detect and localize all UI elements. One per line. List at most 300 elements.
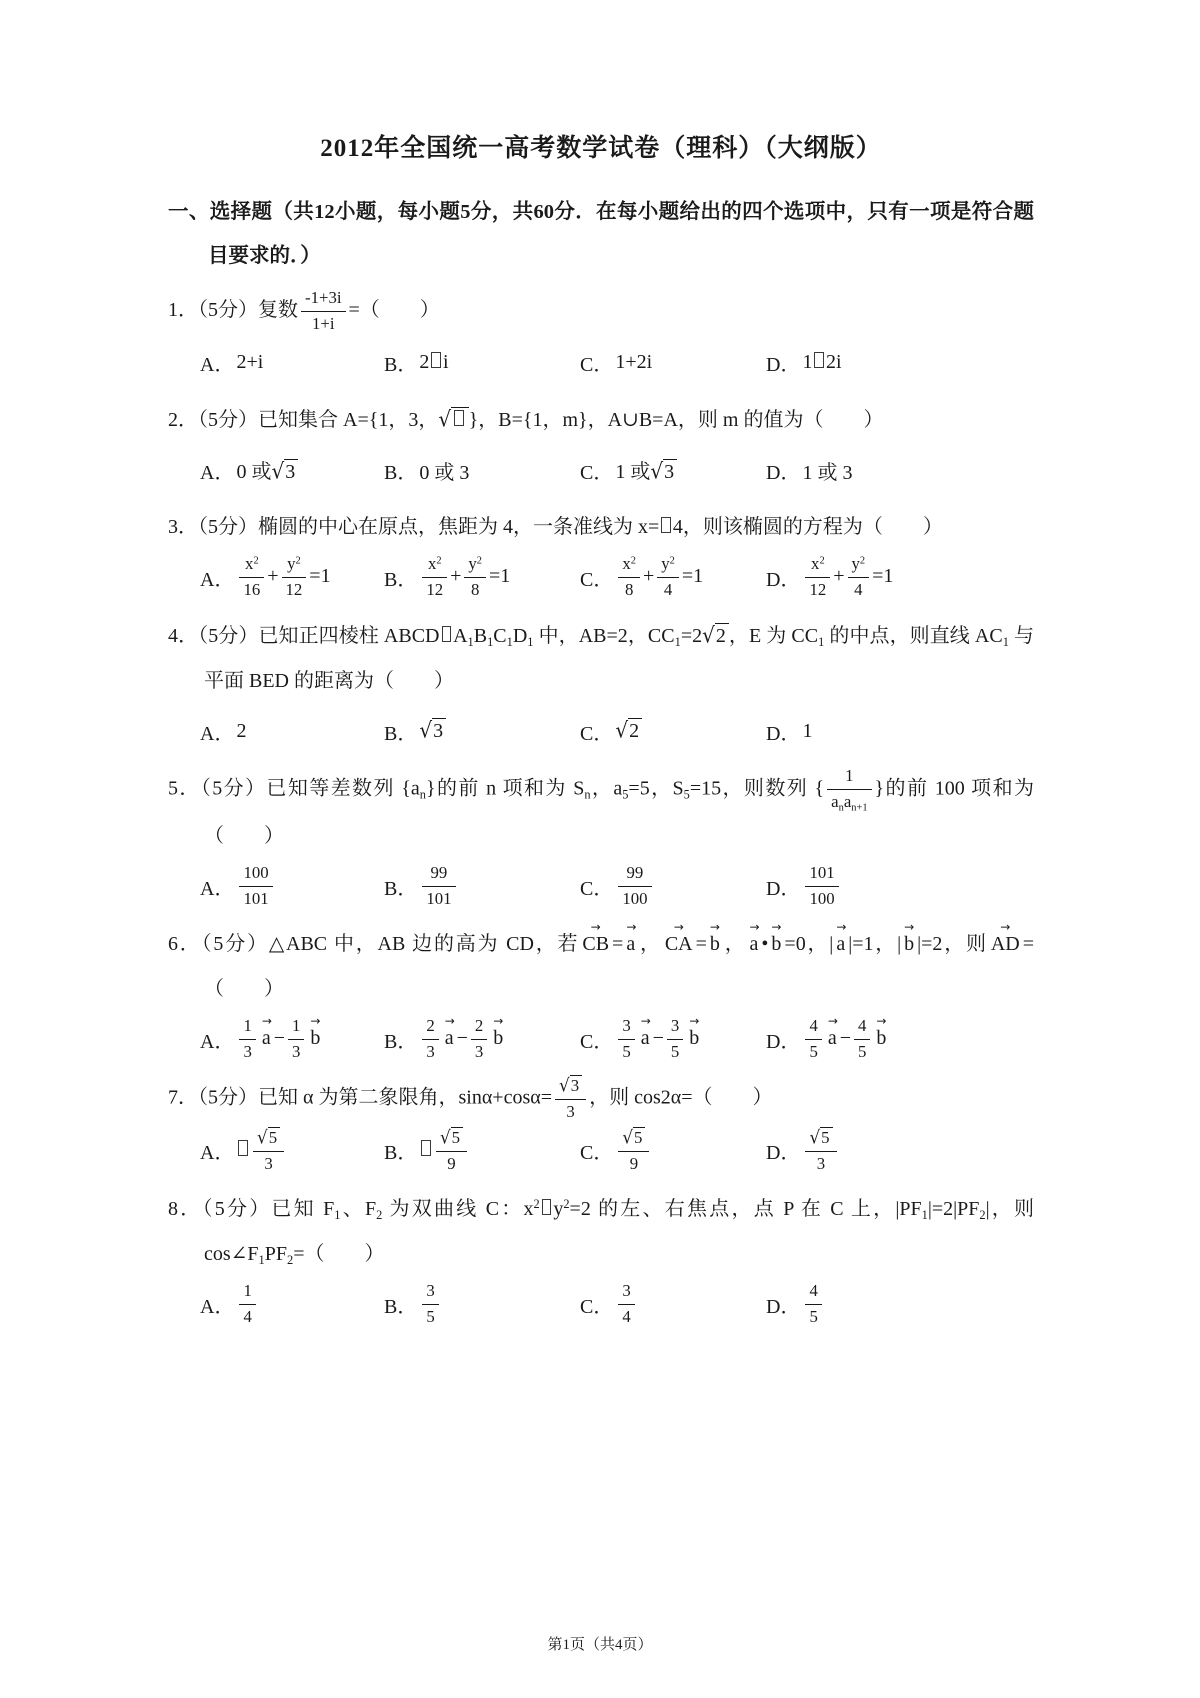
option-content: 1 [802, 719, 813, 742]
fraction-denominator: 5 [426, 1306, 435, 1326]
fraction-numerator: 3 [667, 1016, 683, 1040]
vector: a → [626, 932, 635, 956]
fraction-numerator: $y^2$ [657, 554, 679, 578]
vector: b → [904, 932, 914, 956]
sqrt-expression [438, 397, 468, 443]
page-footer: 第1页（共4页） [547, 1637, 653, 1653]
sqrt-expression [702, 613, 729, 659]
missing-glyph-box [661, 517, 671, 533]
fraction-denominator: 100 [622, 888, 648, 908]
option-label: D． [766, 461, 801, 484]
radical-sign-icon: √ [559, 1073, 570, 1096]
radical-sign-icon: √ [809, 1125, 821, 1148]
options-row [168, 1016, 1034, 1063]
option-label: D． [766, 353, 801, 376]
question-stem: 6．（5分）△ABC 中，AB 边的高为 CD，若 CB → = a → ， CA → = b → ， a → • b → =0，| a → |=1，| b → |=2，则 AD → =（ ） [168, 922, 1034, 1012]
question-item [168, 288, 1034, 385]
fraction-numerator: 4 [854, 1016, 870, 1040]
page-title: 2012年全国统一高考数学试卷（理科）（大纲版） [320, 135, 882, 162]
option-label: B． [384, 722, 418, 745]
fraction-denominator: 4 [663, 580, 673, 600]
fraction-numerator: -1+3i [301, 288, 346, 312]
option-label: B． [384, 1295, 418, 1318]
fraction-numerator [805, 1127, 836, 1152]
options-row [168, 554, 1034, 601]
fraction-denominator: 5 [809, 1041, 818, 1061]
option-content [615, 1127, 652, 1175]
option-content: $\frac{x^2}{12}$ + $\frac{y^2}{4}$ =1 [802, 554, 893, 601]
missing-glyph-box [238, 1140, 248, 1156]
fraction [288, 1016, 304, 1063]
subscript: n [838, 802, 844, 814]
subscript: 1 [506, 635, 513, 650]
vector: a → [828, 1026, 837, 1050]
fraction [618, 554, 640, 601]
superscript: 2 [859, 555, 866, 567]
subscript: n+1 [851, 802, 868, 814]
option [766, 1281, 1034, 1328]
question-item [168, 1075, 1034, 1175]
fraction-numerator [618, 1127, 649, 1152]
fraction-denominator: 3 [474, 1041, 484, 1061]
option-label: A． [200, 461, 235, 484]
option-label: A． [200, 1295, 235, 1318]
fraction [618, 1281, 634, 1328]
fraction-numerator: $x^2$ [618, 554, 640, 578]
subscript: 5 [622, 787, 629, 802]
fraction-denominator: 5 [809, 1306, 818, 1326]
subscript: n [584, 787, 591, 802]
option [766, 554, 1034, 601]
missing-glyph-box [431, 352, 441, 368]
fraction-numerator: 100 [239, 863, 272, 887]
fraction-numerator: 3 [618, 1281, 634, 1305]
superscript: 2 [476, 555, 482, 567]
option [384, 1016, 580, 1063]
option-content: 1 或 3 [802, 461, 853, 484]
option-content: $\frac{x^2}{16}$ + $\frac{y^2}{12}$ =1 [236, 554, 330, 601]
option-label: D． [766, 1295, 801, 1318]
option-label: C． [580, 1030, 614, 1053]
fraction-denominator: 101 [243, 888, 269, 908]
fraction-numerator: $y^2$ [282, 554, 307, 578]
option [766, 863, 1034, 910]
option-label: B． [384, 1142, 418, 1165]
vector: a → [750, 932, 759, 956]
options-row [168, 1281, 1034, 1328]
fraction-numerator: 3 [422, 1281, 438, 1305]
fraction [422, 863, 455, 910]
fraction-denominator: 12 [426, 580, 444, 600]
missing-glyph-box [454, 410, 464, 426]
question-stem: 7．（5分）已知 α 为第二象限角，sinα+cosα= $\frac{√3}{3}$ ，则 cos2α=（ ） [168, 1073, 773, 1121]
fraction-numerator: $x^2$ [805, 554, 830, 578]
vector: CB → [582, 932, 609, 956]
question-stem: 3．（5分）椭圆的中心在原点，焦距为 4，一条准线为 x= 4，则该椭圆的方程为（ ） [168, 516, 943, 539]
radicand: 3 [284, 459, 298, 485]
fraction [239, 554, 264, 601]
fraction-denominator: $a_na_{n+1}$ [831, 792, 868, 814]
radical-sign-icon: √ [257, 1125, 268, 1148]
option [580, 717, 766, 746]
option [580, 1016, 766, 1063]
fraction-denominator: 8 [471, 580, 480, 600]
option-content [802, 1281, 824, 1328]
question-stem: 2．（5分）已知集合 A={1，3，√ }，B={1，m}，A∪B=A，则 m 的值为（ ） [168, 397, 1034, 443]
option-content [615, 863, 654, 910]
fraction [555, 1075, 586, 1123]
option-content: 0 或 3 [419, 461, 470, 484]
option-label: D． [766, 1030, 801, 1053]
fraction-denominator: 3 [426, 1041, 435, 1061]
radicand: 5 [451, 1127, 463, 1149]
radical-sign-icon: √ [650, 458, 664, 485]
missing-glyph-box [421, 1140, 431, 1156]
fraction [301, 288, 346, 335]
fraction-denominator: 8 [624, 580, 634, 600]
fraction [805, 1127, 836, 1175]
option [766, 1016, 1034, 1063]
question-item [168, 505, 1034, 601]
superscript: 2 [563, 1196, 570, 1211]
fraction-denominator: 5 [858, 1041, 867, 1061]
fraction [239, 863, 272, 910]
fraction-numerator: 1 [288, 1016, 304, 1040]
subscript: 1 [334, 1207, 341, 1222]
radicand: 5 [633, 1127, 645, 1149]
question-item [168, 766, 1034, 910]
fraction [422, 554, 447, 601]
fraction-denominator: 5 [670, 1041, 680, 1061]
option-label: D． [766, 569, 801, 592]
fraction-denominator: 3 [816, 1153, 826, 1173]
option-content: $\frac{x^2}{8}$ + $\frac{y^2}{4}$ =1 [615, 554, 703, 601]
vector: b → [689, 1026, 699, 1050]
superscript: 2 [819, 555, 825, 567]
fraction-denominator: 12 [809, 580, 827, 600]
options-row [168, 1127, 1034, 1175]
option [766, 348, 1034, 377]
fraction-denominator: 16 [243, 580, 261, 600]
question-number: 4． [168, 625, 199, 648]
option-content [615, 718, 642, 744]
subscript: 2 [376, 1207, 383, 1222]
sqrt-expression [622, 1127, 645, 1149]
option [766, 456, 1034, 485]
fraction [282, 554, 307, 601]
fraction-denominator: 101 [426, 888, 452, 908]
fraction [805, 1281, 821, 1328]
fraction-denominator: 5 [622, 1041, 631, 1061]
radical-sign-icon: √ [419, 717, 433, 744]
fraction-denominator: 4 [854, 580, 863, 600]
option-label: C． [580, 877, 614, 900]
fraction-numerator: $y^2$ [848, 554, 870, 578]
option-label: D． [766, 1142, 801, 1165]
question-item [168, 922, 1034, 1063]
radical-sign-icon: √ [438, 406, 452, 433]
subscript: 5 [683, 787, 690, 802]
sqrt-expression [257, 1127, 280, 1149]
radical-sign-icon: √ [271, 458, 285, 485]
fraction [422, 1016, 438, 1063]
fraction-numerator [555, 1075, 586, 1100]
fraction-numerator: 4 [805, 1016, 821, 1040]
fraction [618, 1016, 634, 1063]
option-label: B． [384, 353, 418, 376]
option-content [236, 863, 275, 910]
option-label: C． [580, 353, 614, 376]
option-label: C． [580, 569, 614, 592]
fraction-denominator: 1+i [311, 314, 335, 334]
question-number: 5． [168, 777, 201, 800]
radical-sign-icon: √ [622, 1125, 634, 1148]
options-row [168, 447, 1034, 493]
option-label: B． [384, 877, 418, 900]
subscript: 1 [674, 635, 681, 650]
superscript: 2 [630, 555, 636, 567]
option [580, 863, 766, 910]
fraction-numerator: 101 [805, 863, 838, 887]
vector: a → [445, 1026, 454, 1050]
fraction-numerator: 3 [618, 1016, 634, 1040]
fraction [827, 766, 871, 814]
superscript: 2 [436, 555, 442, 567]
option-label: A． [200, 722, 235, 745]
options-row [168, 708, 1034, 754]
option-label: A． [200, 353, 235, 376]
fraction-numerator [253, 1127, 284, 1152]
question-number: 7． [168, 1086, 198, 1109]
fraction-numerator: 99 [422, 863, 455, 887]
option [200, 554, 384, 601]
fraction-denominator: 3 [292, 1041, 301, 1061]
question-item [168, 397, 1034, 493]
radicand: 5 [820, 1127, 832, 1149]
option-label: C． [580, 722, 614, 745]
option-content [419, 718, 446, 744]
radicand: 3 [432, 718, 446, 744]
vector: b → [310, 1026, 320, 1050]
radicand: 3 [663, 459, 677, 485]
option [766, 1127, 1034, 1175]
vector: a → [262, 1026, 271, 1050]
subscript: 1 [1002, 635, 1009, 650]
option-label: C． [580, 1142, 614, 1165]
option [580, 1127, 766, 1175]
option-content [802, 1127, 839, 1175]
options-row [168, 863, 1034, 910]
question-number: 1． [168, 299, 198, 322]
fraction [253, 1127, 284, 1175]
option-content: $\frac{4}{5}$ a → − $\frac{4}{5}$ b → [802, 1016, 889, 1063]
option [384, 717, 580, 746]
option [384, 348, 580, 377]
superscript: 2 [253, 555, 259, 567]
question-stem: 4．（5分）已知正四棱柱 ABCD $A_1B_1C_1D_1$ 中，AB=2，$CC_1=2√2$ ，E 为 $CC_1$ 的中点，则直线 $AC_1$ 与平面 BED 的距离为（ ） [168, 613, 1034, 704]
option [580, 455, 766, 485]
fraction-denominator: 3 [264, 1153, 273, 1173]
fraction-numerator: 2 [422, 1016, 438, 1040]
radical-sign-icon: √ [615, 717, 629, 744]
option-label: C． [580, 461, 614, 484]
option-label: B． [384, 1030, 418, 1053]
option-content: $\frac{1}{3}$ a → − $\frac{1}{3}$ b → [236, 1016, 323, 1063]
fraction [805, 554, 830, 601]
fraction-numerator: 99 [618, 863, 651, 887]
option [200, 1281, 384, 1328]
option-content [419, 863, 458, 910]
superscript: 2 [669, 555, 675, 567]
option-label: B． [384, 569, 418, 592]
fraction-denominator: 4 [243, 1306, 252, 1326]
radicand: 3 [570, 1075, 582, 1097]
option-label: C． [580, 1295, 614, 1318]
question-item [168, 1187, 1034, 1328]
option-label: A． [200, 877, 235, 900]
option [200, 455, 384, 485]
option [580, 1281, 766, 1328]
option-content [236, 1281, 258, 1328]
question-stem: 5．（5分）已知等差数列 $\{a_n\}$的前 n 项和为 $S_n$，$a_5=5$，$S_5=15$，则数列 { $\frac{1}{a_na_{n+1}}$ }的前 100 项和为（ ） [168, 766, 1034, 847]
sqrt-expression [650, 459, 677, 485]
option-content [236, 1127, 287, 1175]
radicand: 5 [268, 1127, 280, 1149]
fraction [436, 1127, 467, 1175]
option-content [419, 1281, 441, 1328]
fraction [805, 863, 838, 910]
option-content: 2 i [419, 350, 449, 373]
questions [168, 288, 1034, 1328]
option-content: 2+i [236, 350, 264, 373]
option-content: 1 或√3 [615, 455, 677, 485]
radicand: 2 [628, 718, 642, 744]
subscript: 1 [921, 1207, 928, 1222]
option-content: 2 [236, 719, 247, 742]
vector: AD → [991, 932, 1020, 956]
option-label: D． [766, 877, 801, 900]
fraction [618, 863, 651, 910]
sqrt-expression [559, 1075, 582, 1097]
section-header: 一、选择题（共12小题，每小题5分，共60分．在每小题给出的四个选项中，只有一项是符合题目要求的．） [168, 201, 1034, 268]
superscript: 2 [295, 555, 301, 567]
option-label: A． [200, 1142, 235, 1165]
fraction-numerator: 1 [239, 1281, 255, 1305]
question-number: 2． [168, 409, 198, 432]
option-content: 0 或√3 [236, 455, 298, 485]
option-content: 1 2i [802, 350, 842, 373]
vector: b → [710, 932, 720, 956]
question-stem: 1．（5分）复数 $\frac{-1+3i}{1+i}$ =（ ） [168, 288, 440, 334]
option [200, 1127, 384, 1175]
option [580, 348, 766, 377]
fraction [239, 1016, 255, 1063]
radical-sign-icon: √ [439, 1125, 451, 1148]
fraction-numerator: $x^2$ [422, 554, 447, 578]
question-number: 3． [168, 516, 198, 539]
radicand: 2 [715, 623, 729, 649]
fraction-denominator: 3 [566, 1101, 575, 1121]
subscript: n [419, 787, 426, 802]
sqrt-expression [809, 1127, 832, 1149]
vector: b → [771, 932, 781, 956]
fraction [805, 1016, 821, 1063]
fraction [667, 1016, 683, 1063]
fraction-denominator: 12 [285, 580, 303, 600]
sqrt-expression [419, 718, 446, 744]
fraction-denominator: 100 [809, 888, 835, 908]
fraction [239, 1281, 255, 1328]
missing-glyph-box [814, 352, 824, 368]
fraction-numerator: 2 [471, 1016, 487, 1040]
fraction [848, 554, 870, 601]
option [384, 456, 580, 485]
subscript: 2 [287, 1252, 294, 1267]
question-number: 8． [168, 1197, 203, 1220]
subscript: 1 [487, 635, 494, 650]
fraction [471, 1016, 487, 1063]
sqrt-expression [440, 1127, 463, 1149]
option [384, 1281, 580, 1328]
fraction [422, 1281, 438, 1328]
question-item [168, 613, 1034, 754]
fraction-numerator: $x^2$ [239, 554, 264, 578]
option-content: 1+2i [615, 350, 653, 373]
fraction [854, 1016, 870, 1063]
question-number: 6． [168, 932, 202, 955]
option-content [802, 863, 841, 910]
fraction-denominator: 3 [243, 1041, 252, 1061]
option [200, 1016, 384, 1063]
radicand [451, 407, 469, 433]
subscript: 1 [258, 1252, 265, 1267]
vector: a → [836, 932, 845, 956]
missing-glyph-box [442, 626, 452, 642]
option-label: A． [200, 569, 235, 592]
vector: a → [641, 1026, 650, 1050]
vector: CA → [665, 932, 693, 956]
option-content [615, 1281, 637, 1328]
option [384, 863, 580, 910]
option [200, 863, 384, 910]
fraction-numerator: 4 [805, 1281, 821, 1305]
vector: b → [876, 1026, 886, 1050]
option-content: $\frac{x^2}{12}$ + $\frac{y^2}{8}$ =1 [419, 554, 510, 601]
question-stem: 8．（5分）已知 $F_1$、$F_2$ 为双曲线 C：$x^2$ $y^2=2$ 的左、右焦点，点 P 在 C 上，$|PF_1|=2|PF_2|$，则 $\cos\angle F_1PF_2=$（ ） [168, 1196, 1035, 1267]
sqrt-expression [271, 459, 298, 485]
option [384, 554, 580, 601]
fraction [657, 554, 679, 601]
sqrt-expression [615, 718, 642, 744]
option-label: B． [384, 461, 418, 484]
option-label: A． [200, 1030, 235, 1053]
option-content: $\frac{3}{5}$ a → − $\frac{3}{5}$ b → [615, 1016, 702, 1063]
fraction-denominator: 4 [622, 1306, 631, 1326]
subscript: 1 [527, 635, 534, 650]
option-content [419, 1127, 470, 1175]
option [200, 717, 384, 746]
fraction-denominator: 9 [447, 1153, 456, 1173]
radical-sign-icon: √ [702, 622, 715, 648]
superscript: 2 [533, 1196, 540, 1211]
fraction [618, 1127, 649, 1175]
option [200, 348, 384, 377]
option-label: D． [766, 722, 801, 745]
fraction-numerator: 1 [827, 766, 871, 790]
option [580, 554, 766, 601]
missing-glyph-box [542, 1199, 552, 1215]
fraction-numerator [436, 1127, 467, 1152]
